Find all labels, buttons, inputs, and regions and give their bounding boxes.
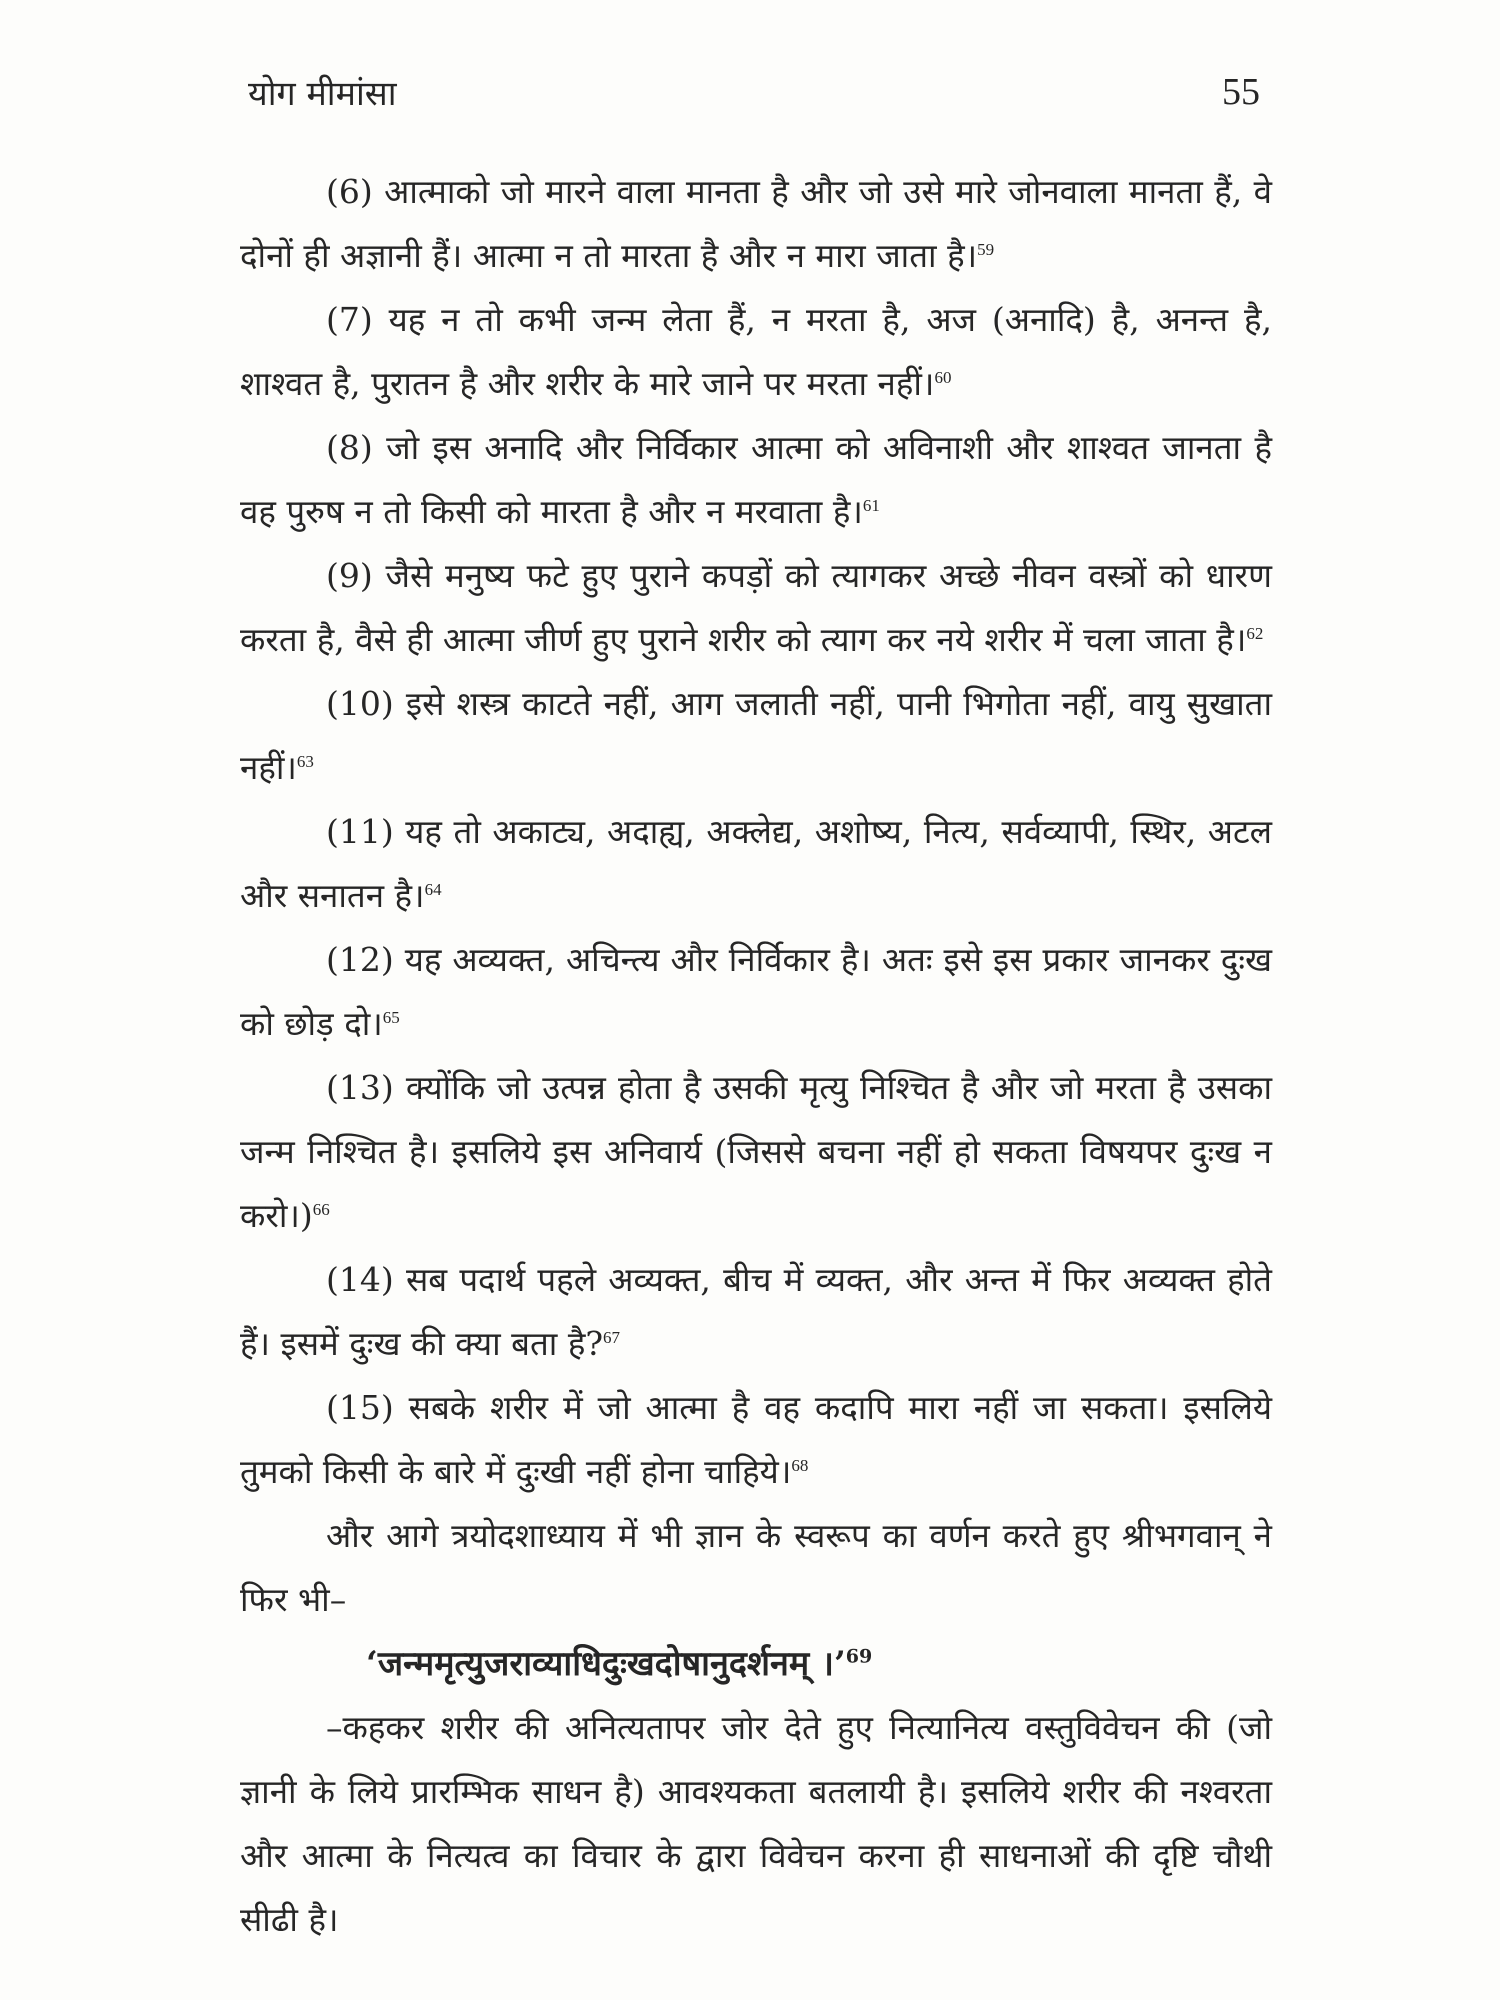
verse-paragraph [240,928,1272,1056]
verse-text: (15) सबके शरीर में जो आत्मा है वह कदापि मारा नहीं जा सकता। इसलिये तुमको किसी के बारे में दुःखी नहीं होना चाहिये। [240,1388,1272,1491]
verse-paragraph [240,416,1272,544]
page-body [240,160,1272,1952]
quote-text: ‘जन्ममृत्युजराव्याधिदुःखदोषानुदर्शनम् ।’ [366,1644,846,1684]
page-header [248,62,1260,122]
verse-text: (13) क्योंकि जो उत्पन्न होता है उसकी मृत्यु निश्चित है और जो मरता है उसका जन्म निश्चित है। इसलिये इस अनिवार्य (जिससे बचना नहीं हो सकता विषयपर दुःख न करो।) [240,1068,1272,1235]
running-title: योग मीमांसा [248,74,397,114]
verse-text: (7) यह न तो कभी जन्म लेता हैं, न मरता है, अज (अनादि) है, अनन्त है, शाश्वत है, पुरातन है और शरीर के मारे जाने पर मरता नहीं। [240,300,1272,403]
intro-paragraph: और आगे त्रयोदशाध्याय में भी ज्ञान के स्वरूप का वर्णन करते हुए श्रीभगवान् ने फिर भी– [240,1516,1272,1619]
footnote-ref: 61 [862,496,880,515]
verse-paragraph [240,1248,1272,1376]
verse-paragraph [240,800,1272,928]
footnote-ref: 69 [845,1645,873,1668]
footnote-ref: 60 [934,368,952,387]
verse-text: (12) यह अव्यक्त, अचिन्त्य और निर्विकार है। अतः इसे इस प्रकार जानकर दुःख को छोड़ दो। [240,940,1272,1043]
verse-paragraph [240,544,1272,672]
verse-text: (10) इसे शस्त्र काटते नहीं, आग जलाती नहीं, पानी भिगोता नहीं, वायु सुखाता नहीं। [240,684,1272,787]
footnote-ref: 62 [1246,624,1264,643]
verse-text: (8) जो इस अनादि और निर्विकार आत्मा को अविनाशी और शाश्वत जानता है वह पुरुष न तो किसी को मारता है और न मरवाता है। [240,428,1272,531]
verse-paragraph [240,1056,1272,1248]
conclusion-paragraph: –कहकर शरीर की अनित्यतापर जोर देते हुए नित्यानित्य वस्तुविवेचन की (जो ज्ञानी के लिये प्रारम्भिक साधन है) आवश्यकता बतलायी है। इसलिये शरीर की नश्वरता और आत्मा के नित्यत्व का विचार के द्वारा विवेचन करना ही साधनाओं की दृष्टि चौथी सीढी है। [240,1708,1272,1939]
page-number: 55 [1222,71,1260,113]
verse-paragraph [240,288,1272,416]
verse-paragraph [240,1376,1272,1504]
verse-paragraph [240,672,1272,800]
footnote-ref: 65 [382,1008,400,1027]
footnote-ref: 64 [424,880,442,899]
verse-text: (11) यह तो अकाट्य, अदाह्य, अक्लेद्य, अशोष्य, नित्य, सर्वव्यापी, स्थिर, अटल और सनातन है। [240,812,1272,915]
footnote-ref: 63 [296,752,314,771]
footnote-ref: 67 [603,1328,621,1347]
verse-paragraph [240,160,1272,288]
footnote-ref: 68 [791,1456,809,1475]
verse-text: (9) जैसे मनुष्य फटे हुए पुराने कपड़ों को त्यागकर अच्छे नीवन वस्त्रों को धारण करता है, वैसे ही आत्मा जीर्ण हुए पुराने शरीर को त्याग कर नये शरीर में चला जाता है। [240,556,1272,659]
verse-text: (14) सब पदार्थ पहले अव्यक्त, बीच में व्यक्त, और अन्त में फिर अव्यक्त होते हैं। इसमें दुःख की क्या बता है? [240,1260,1272,1363]
sanskrit-quote [240,1632,1272,1696]
verse-text: (6) आत्माको जो मारने वाला मानता है और जो उसे मारे जोनवाला मानता हैं, वे दोनों ही अज्ञानी हैं। आत्मा न तो मारता है और न मारा जाता है। [240,172,1272,275]
footnote-ref: 66 [312,1200,330,1219]
footnote-ref: 59 [977,240,995,259]
